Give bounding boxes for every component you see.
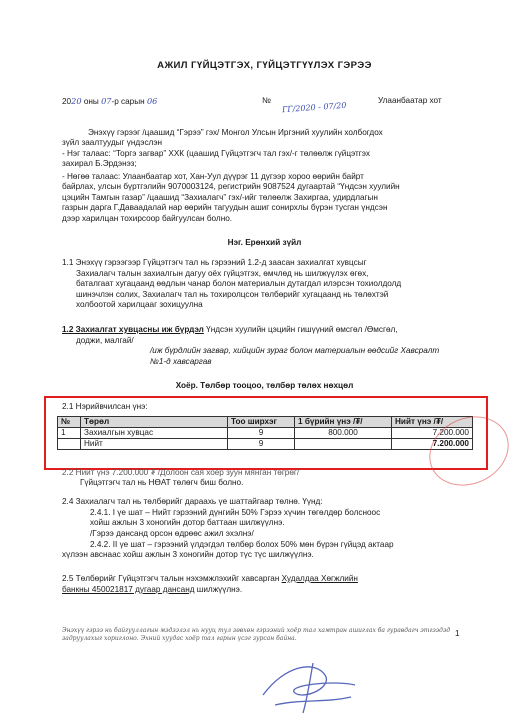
clause-2-4-1-line-2: хойш ажлын 3 хоногийн дотор баттаан шилжүүлнэ.: [90, 518, 285, 527]
cell-type: Захиалгын хувцас: [81, 428, 228, 439]
clause-2-4-1-line-3: /Гэрээ дансанд орсон өдрөөс ажил эхэлнэ/: [90, 529, 254, 538]
clause-1-2-text: Үндсэн хуулийн цэцийн гишүүний өмсгөл /Өмсгөл,: [203, 325, 398, 334]
year-handwritten: 20: [71, 96, 82, 106]
cell-qty: 9: [228, 428, 295, 439]
table-row: [58, 428, 473, 439]
col-header-type: Төрөл: [81, 417, 228, 428]
table-row-total: [58, 439, 473, 450]
intro-line-2: зүйл заалтуудыг үндэслэн: [62, 138, 163, 147]
clause-1-2-line-4: №1-д хавсаргав: [150, 357, 212, 366]
intro-line-9: дээр харилцан тохирсоор байгуулсан болно.: [62, 214, 233, 223]
clause-2-5-end: шилжүүлнэ.: [194, 585, 243, 594]
clause-2-4-2-line-1: 2.4.2. II үе шат – гэрээний үлдэгдэл төлбөр болох 50% мөн бүрэн гүйцэд актаар: [90, 540, 394, 549]
clause-2-5-line-1: [62, 574, 358, 585]
clause-1-2-line-2: доджи, малгай/: [76, 336, 134, 345]
cell-total-price: 7.200.000: [392, 428, 473, 439]
document-title: АЖИЛ ГҮЙЦЭТГЭХ, ГҮЙЦЭТГҮҮЛЭХ ГЭРЭЭ: [157, 60, 372, 71]
intro-line-7: цэцийн Тамгын газар” /цаашид “Захиалагч” гэх/-ийг төлөөлж Захиргаа, удирдлагын: [62, 193, 378, 202]
cell-qty: 9: [228, 439, 295, 450]
intro-line-5: - Нөгөө талаас: Улаанбаатар хот, Хан-Уул дүүрэг 11 дүгээр хороо өөрийн байрт: [62, 172, 364, 181]
month-label: оны: [83, 97, 99, 106]
clause-2-4-line-1: 2.4 Захиалагч тал нь төлбөрийг дараахь үе шаттайгаар төлнө. Үүнд:: [62, 497, 323, 506]
intro-line-6: байрлах, улсын бүртгэлийн 9070003124, регистрийн 9087524 дугаартай “Үндсэн хуулийн: [62, 182, 400, 191]
clause-2-5-text: 2.5 Төлбөрийг Гүйцэтгэгч талын нэхэмжлэхийг хавсарган: [62, 574, 282, 583]
col-header-total-price: Нийт үнэ /₮/: [392, 417, 473, 428]
cell-total-price: 7.200.000: [392, 439, 473, 450]
clause-1-1-line-4: шинэчлэн солих, Захиалагч тал нь тохиролцсон төлбөрийг хугацаанд нь төлөхтэй: [76, 290, 389, 299]
clause-1-1-line-3: баталгаат хугацаанд өөдлын чанар болон материалын дутагдал илэрсэн тохиолдолд: [76, 279, 402, 288]
cell-no: [58, 439, 81, 450]
col-header-unit-price: 1 бүрийн үнэ /₮/: [295, 417, 392, 428]
table-header-row: [58, 417, 473, 428]
footnote-line-1: Энэхүү гэрээ нь байгууллагын мэдээлэл нь нууц тул зөвхөн гэрээний хоёр тал хамтран ашиглах ба гуравдагч этгээдэд: [62, 627, 451, 634]
footnote-line-2: задруулахыг хориглоно. Эхний хуудас хоёр тал гарын үсэг зурсан байна.: [62, 635, 297, 642]
cell-unit-price: 800.000: [295, 428, 392, 439]
day-label: -р сарын: [111, 97, 145, 106]
contract-number-sign: №: [262, 96, 271, 105]
clause-2-4-2-line-2: хүлээн авснаас хойш ажлын 3 хоногийн дотор түс түс шилжүүлнэ.: [62, 550, 314, 559]
section-2-heading: Хоёр. Төлбөр тооцоо, төлбөр төлөх нөхцөл: [175, 381, 354, 390]
clause-2-5-line-2: [62, 585, 242, 596]
cell-unit-price: [295, 439, 392, 450]
bank-account: банкны 450021817 дугаар дансанд: [62, 585, 195, 594]
clause-1-1-line-1: 1.1 Энэхүү гэрээгээр Гүйцэтгэгч тал нь гэрээний 1.2-д заасан захиалгат хувцсыг: [62, 258, 367, 267]
year-prefix: 20: [62, 97, 72, 106]
signature-icon: [255, 655, 365, 717]
place-label: Улаанбаатар хот: [378, 96, 442, 105]
page-number: 1: [455, 629, 460, 638]
intro-line-4: захирал Б.Эрдэнэз;: [62, 159, 137, 168]
clause-2-2-line-2: Гүйцэтгэгч тал нь НӨАТ төлөгч биш болно.: [80, 478, 244, 487]
bank-name: Худалдаа Хөгжлийн: [281, 574, 358, 583]
contract-number-handwritten: ГГ/2020 - 07/20: [281, 100, 347, 115]
clause-1-2-heading: 1.2 Захиалгат хувцасны иж бүрдэл: [62, 325, 204, 334]
intro-line-8: газрын дарга Г.Даваадалай нар өөрийн тагуудын ашиг сонирхлы бүрэн тусган үндсэн: [62, 203, 388, 212]
clause-2-4-1-line-1: 2.4.1. I үе шат – Нийт гэрээний дүнгийн 50% Гэрээ хүчин төгөлдөр болсноос: [90, 508, 381, 517]
clause-1-1-line-2: Захиалагч талын захиалгын дагуу оёх гүйцэтгэх, өмчлөд нь шилжүүлэх өгөх,: [76, 269, 369, 278]
clause-1-2-line-1: [62, 325, 398, 336]
date-line: [62, 96, 157, 108]
clause-2-2-line-1: 2.2 Нийт үнэ 7.200.000 ₮ /Долоон сая хоёр зуун мянган төгрөг/: [62, 468, 300, 477]
price-table: [57, 416, 473, 450]
month-handwritten: 07: [101, 96, 112, 106]
section-1-heading: Нэг. Ерөнхий зүйл: [227, 238, 302, 247]
day-handwritten: 06: [146, 96, 158, 106]
col-header-qty: Тоо ширхэг: [228, 417, 295, 428]
intro-line-1: Энэхүү гэрээг /цаашид “Гэрээ” гэх/ Монгол Улсын Иргэний хуулийн холбогдох: [88, 128, 383, 137]
col-header-no: №: [58, 417, 81, 428]
clause-1-2-line-3: /иж бүрдлийн загвар, хийцийн зураг болон материалын өөдсийг Хавсралт: [150, 346, 440, 355]
clause-2-1-label: 2.1 Нэрийвчилсан үнэ:: [62, 402, 148, 411]
cell-no: 1: [58, 428, 81, 439]
clause-1-1-line-5: холбоотой харилцааг зохицуулна: [76, 300, 203, 309]
cell-type: Нийт: [81, 439, 228, 450]
intro-line-3: - Нэг талаас: “Торгэ загвар” ХХК (цаашид Гүйцэтгэгч тал гэх/-г төлөөлж гүйцэтгэх: [62, 149, 370, 158]
